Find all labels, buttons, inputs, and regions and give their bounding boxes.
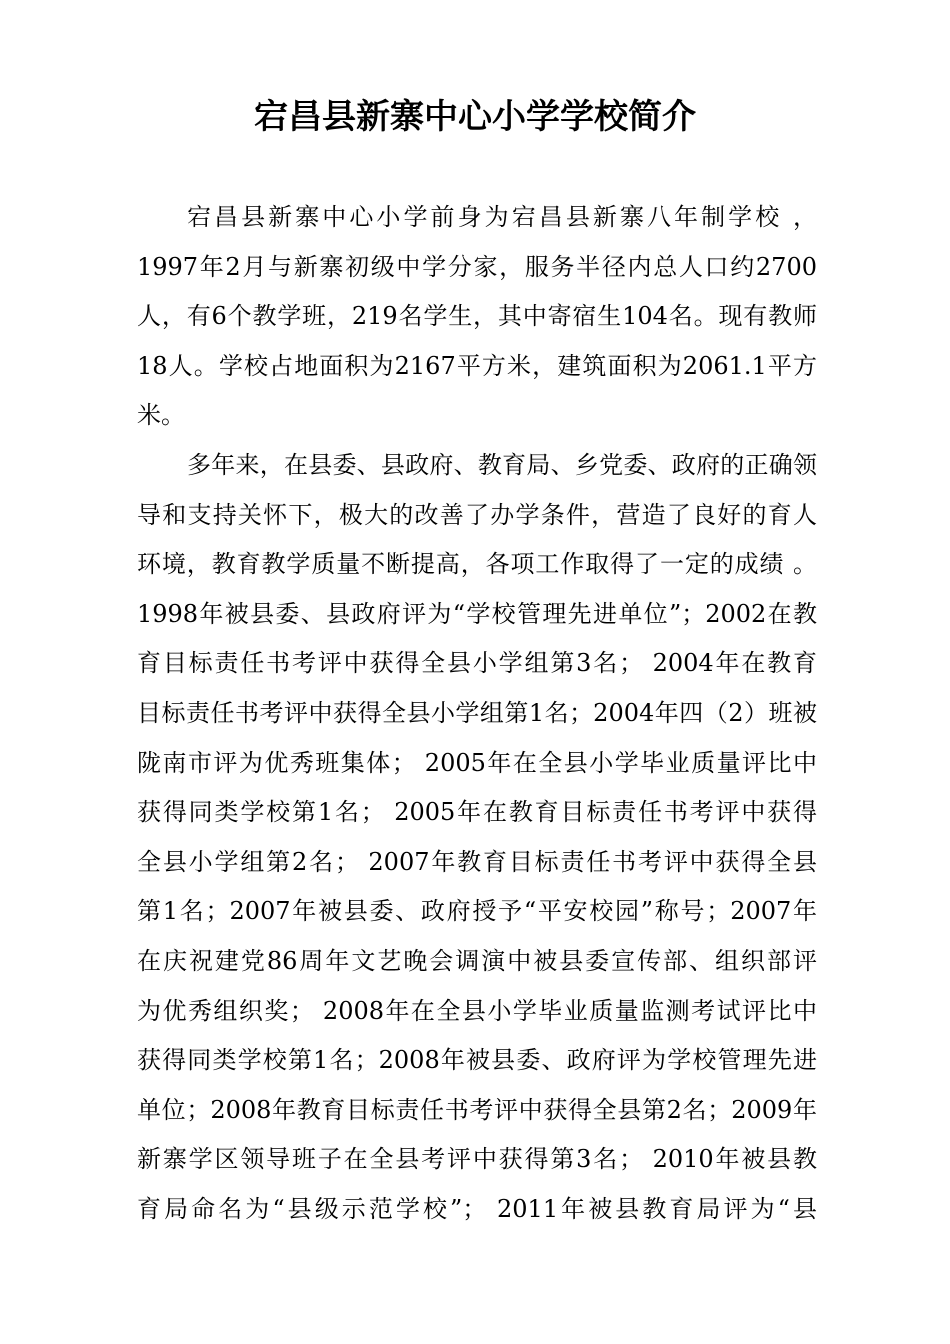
text-line: 育局命名为“县级示范学校”； 2011年被县教育局评为“县 <box>137 1194 817 1223</box>
text-line: 宕昌县新寨中心小学前身为宕昌县新寨八年制学校 ， <box>187 203 817 231</box>
text-line: 导和支持关怀下，极大的改善了办学条件，营造了良好的育人 <box>137 500 817 529</box>
text-line: 多年来，在县委、县政府、教育局、乡党委、政府的正确领 <box>187 450 817 479</box>
text-line: 目标责任书考评中获得全县小学组第1名；2004年四（2）班被 <box>137 698 817 727</box>
text-line: 单位；2008年教育目标责任书考评中获得全县第2名；2009年 <box>137 1095 817 1124</box>
text-line: 育目标责任书考评中获得全县小学组第3名； 2004年在教育 <box>137 649 817 678</box>
paragraph-2 <box>137 441 817 1235</box>
text-line: 第1名；2007年被县委、政府授予“平安校园”称号；2007年 <box>137 897 817 926</box>
text-line: 1997年2月与新寨初级中学分家，服务半径内总人口约2700 <box>137 252 817 281</box>
text-line: 为优秀组织奖； 2008年在全县小学毕业质量监测考试评比中 <box>137 996 817 1025</box>
text-line: 18人。学校占地面积为2167平方米，建筑面积为2061.1平方 <box>137 351 817 380</box>
text-line: 环境，教育教学质量不断提高，各项工作取得了一定的成绩 。 <box>137 550 817 579</box>
text-line: 全县小学组第2名； 2007年教育目标责任书考评中获得全县 <box>137 847 817 876</box>
text-line: 陇南市评为优秀班集体； 2005年在全县小学毕业质量评比中 <box>137 748 817 777</box>
document-body <box>137 193 817 1234</box>
text-line: 米。 <box>137 401 185 430</box>
document-title: 宕昌县新寨中心小学学校简介 <box>254 97 696 137</box>
text-line: 获得同类学校第1名； 2005年在教育目标责任书考评中获得 <box>137 798 817 827</box>
text-line: 获得同类学校第1名；2008年被县委、政府评为学校管理先进 <box>137 1046 817 1075</box>
text-line: 人，有6个教学班，219名学生，其中寄宿生104名。现有教师 <box>137 302 817 331</box>
paragraph-1 <box>137 193 817 441</box>
text-line: 1998年被县委、县政府评为“学校管理先进单位”；2002在教 <box>137 599 817 628</box>
text-line: 新寨学区领导班子在全县考评中获得第3名； 2010年被县教 <box>137 1145 817 1174</box>
text-line: 在庆祝建党86周年文艺晚会调演中被县委宣传部、组织部评 <box>137 946 817 975</box>
